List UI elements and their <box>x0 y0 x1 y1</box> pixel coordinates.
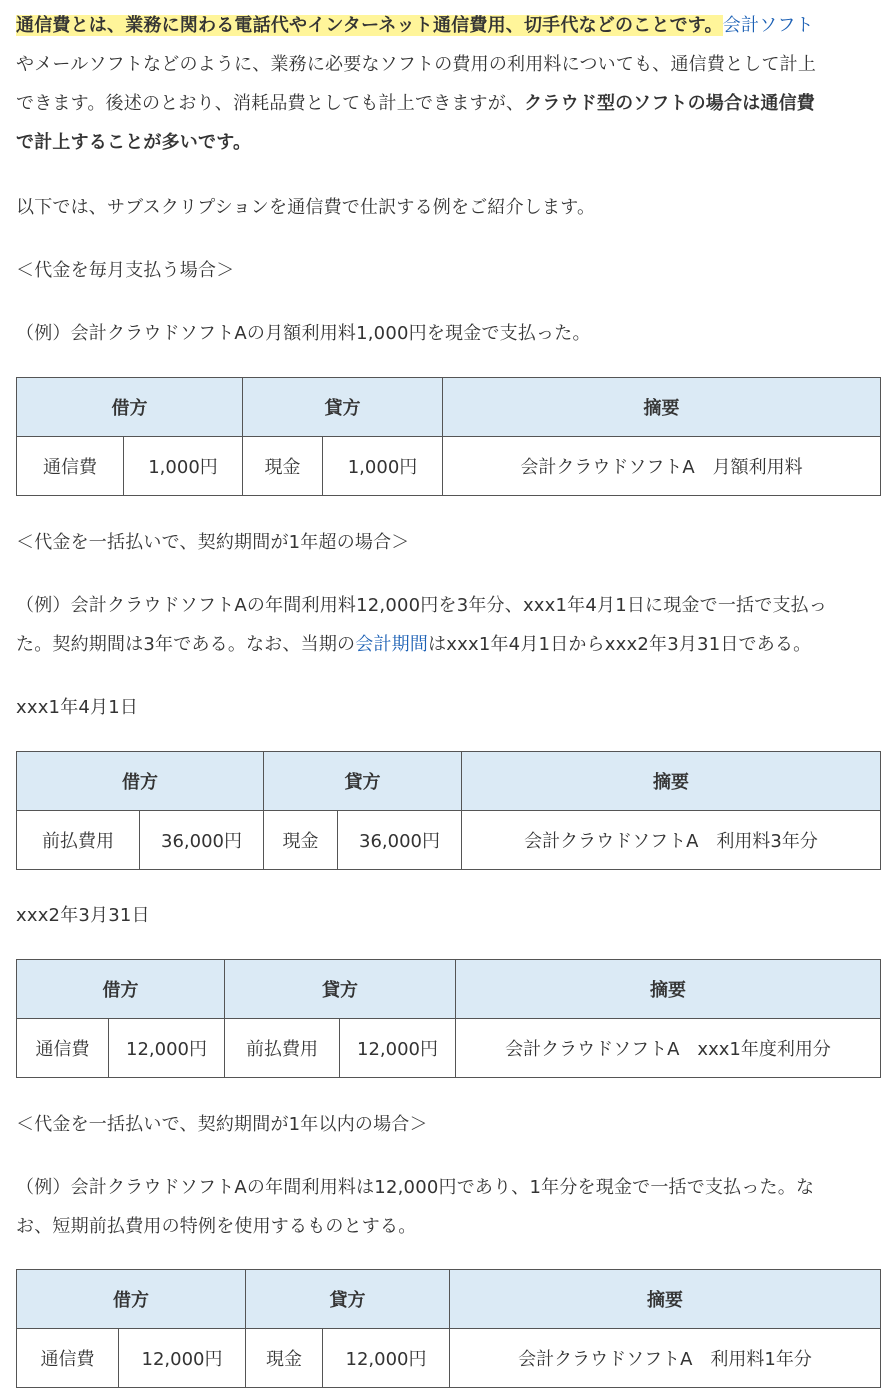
table-row <box>17 437 881 496</box>
debit-account: 通信費 <box>17 1329 119 1388</box>
debit-header: 借方 <box>17 378 243 437</box>
intro-bold-2: で計上することが多いです。 <box>16 132 252 153</box>
journal-table-short-term <box>16 1269 881 1388</box>
intro-line-2: やメールソフトなどのように、業務に必要なソフトの費用の利用料についても、通信費として計上 <box>16 54 817 75</box>
section2-example-line-2a: た。契約期間は3年である。なお、当期の <box>16 634 356 655</box>
credit-amount: 12,000円 <box>340 1019 456 1078</box>
summary-header: 摘要 <box>456 960 881 1019</box>
debit-account: 通信費 <box>17 1019 109 1078</box>
summary-cell: 会計クラウドソフトA 月額利用料 <box>443 437 881 496</box>
debit-header: 借方 <box>17 960 225 1019</box>
summary-header: 摘要 <box>462 752 881 811</box>
section2-date-1: xxx1年4月1日 <box>16 697 139 718</box>
intro-bold-1: クラウド型のソフトの場合は通信費 <box>524 93 816 114</box>
table-row <box>17 1019 881 1078</box>
debit-amount: 12,000円 <box>119 1329 246 1388</box>
credit-header: 貸方 <box>264 752 462 811</box>
debit-account: 通信費 <box>17 437 124 496</box>
section1-example: （例）会計クラウドソフトAの月額利用料1,000円を現金で支払った。 <box>16 323 591 344</box>
debit-header: 借方 <box>17 1270 246 1329</box>
lead-text: 以下では、サブスクリプションを通信費で仕訳する例をご紹介します。 <box>16 197 596 218</box>
summary-header: 摘要 <box>450 1270 881 1329</box>
credit-amount: 1,000円 <box>323 437 443 496</box>
debit-amount: 12,000円 <box>109 1019 225 1078</box>
accounting-period-link[interactable]: 会計期間 <box>355 634 429 655</box>
section2-example-line-1: （例）会計クラウドソフトAの年間利用料12,000円を3年分、xxx1年4月1日に現金で一括で支払っ <box>16 595 828 616</box>
summary-header: 摘要 <box>443 378 881 437</box>
section1-title: ＜代金を毎月支払う場合＞ <box>16 260 235 281</box>
credit-amount: 12,000円 <box>323 1329 450 1388</box>
debit-amount: 1,000円 <box>124 437 243 496</box>
credit-account: 現金 <box>243 437 323 496</box>
debit-account: 前払費用 <box>17 811 140 870</box>
intro-highlight: 通信費とは、業務に関わる電話代やインターネット通信費用、切手代などのことです。 <box>16 15 723 36</box>
intro-line-3: できます。後述のとおり、消耗品費としても計上できますが、 <box>16 93 525 114</box>
summary-cell: 会計クラウドソフトA 利用料1年分 <box>450 1329 881 1388</box>
section3-example-line-1: （例）会計クラウドソフトAの年間利用料は12,000円であり、1年分を現金で一括で支払った。な <box>16 1177 815 1198</box>
credit-header: 貸方 <box>243 378 443 437</box>
credit-header: 貸方 <box>225 960 456 1019</box>
journal-table-transfer <box>16 959 881 1078</box>
intro-paragraph <box>16 6 878 162</box>
section3-example-line-2: お、短期前払費用の特例を使用するものとする。 <box>16 1216 417 1237</box>
summary-cell: 会計クラウドソフトA 利用料3年分 <box>462 811 881 870</box>
credit-header: 貸方 <box>246 1270 450 1329</box>
credit-amount: 36,000円 <box>338 811 462 870</box>
summary-cell: 会計クラウドソフトA xxx1年度利用分 <box>456 1019 881 1078</box>
credit-account: 現金 <box>264 811 338 870</box>
journal-table-prepaid <box>16 751 881 870</box>
credit-account: 前払費用 <box>225 1019 340 1078</box>
debit-header: 借方 <box>17 752 264 811</box>
section2-example <box>16 586 878 664</box>
section3-example <box>16 1168 878 1246</box>
table-row <box>17 1329 881 1388</box>
credit-account: 現金 <box>246 1329 323 1388</box>
accounting-software-link[interactable]: 会計ソフト <box>722 15 814 36</box>
section2-date-2: xxx2年3月31日 <box>16 905 150 926</box>
debit-amount: 36,000円 <box>140 811 264 870</box>
journal-table-monthly <box>16 377 881 496</box>
table-row <box>17 811 881 870</box>
section2-title: ＜代金を一括払いで、契約期間が1年超の場合＞ <box>16 532 410 553</box>
section3-title: ＜代金を一括払いで、契約期間が1年以内の場合＞ <box>16 1114 428 1135</box>
section2-example-line-2b: はxxx1年4月1日からxxx2年3月31日である。 <box>428 634 812 655</box>
